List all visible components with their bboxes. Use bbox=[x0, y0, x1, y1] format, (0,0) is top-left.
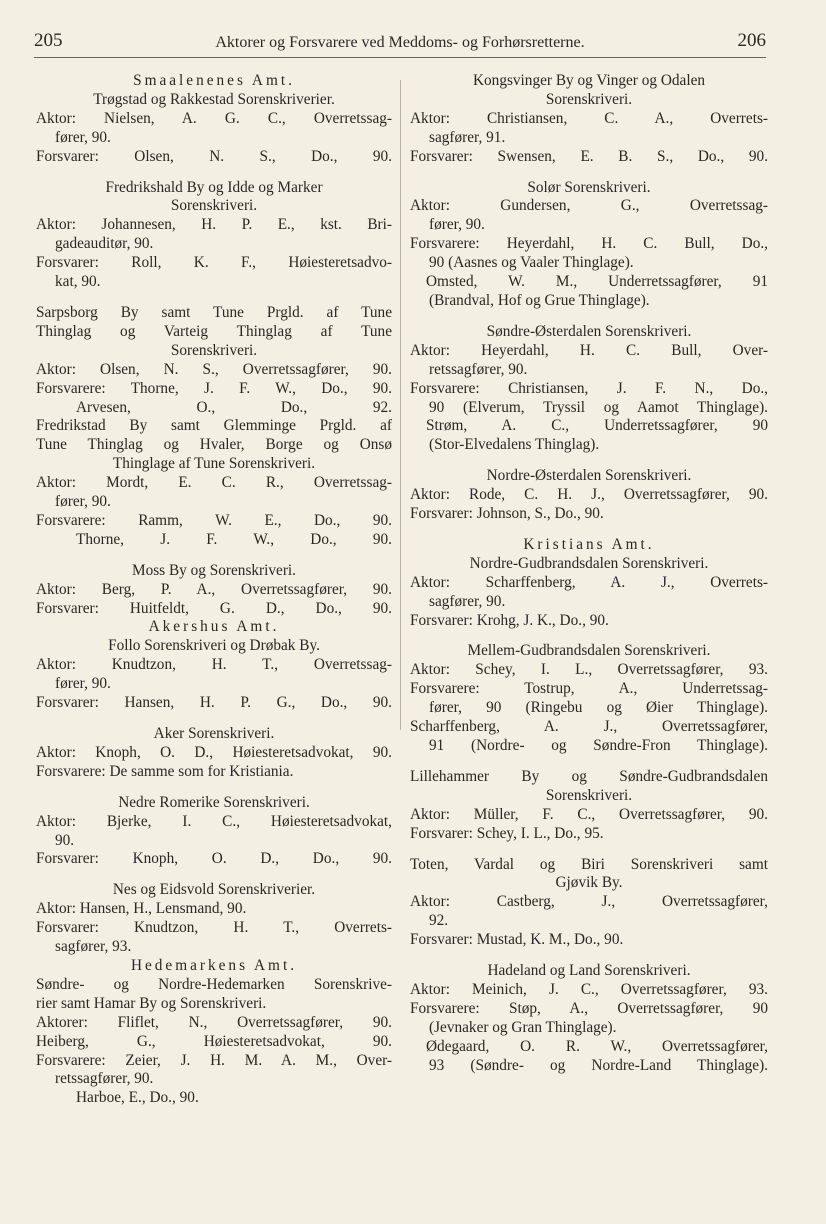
right-column bbox=[410, 72, 768, 1088]
page-header bbox=[34, 28, 766, 58]
entry-block bbox=[410, 467, 768, 524]
section-heading: fører, 90. bbox=[55, 675, 111, 693]
text-line: Forsvarer: Krohg, J. K., Do., 90. bbox=[410, 611, 609, 629]
text-line: Aktor: Rode, C. H. J., Overretssagfører, 90. bbox=[410, 486, 768, 504]
section-heading: sagfører, 93. bbox=[55, 938, 132, 956]
text-line: Thinglag og Varteig Thinglag af Tune bbox=[36, 322, 392, 340]
page-number-left: 205 bbox=[34, 30, 63, 51]
text-line: Aktor: Berg, P. A., Overretssagfører, 90. bbox=[36, 580, 392, 598]
text-line: Aktor: Bjerke, I. C., Høiesteretsadvokat, bbox=[36, 812, 392, 830]
text-line: Toten, Vardal og Biri Sorenskriveri samt bbox=[410, 855, 768, 873]
text-line: Thorne, J. F. W., Do., 90. bbox=[76, 530, 392, 548]
section-heading: Mellem-Gudbrandsdalen Sorenskriveri. bbox=[467, 642, 711, 660]
text-line: Lillehammer By og Søndre-Gudbrandsdalen bbox=[410, 767, 768, 785]
section-heading: Kongsvinger By og Vinger og Odalen bbox=[472, 72, 706, 89]
entry-block bbox=[36, 72, 392, 167]
text-line: Forsvarer: Knudtzon, H. T., Overrets- bbox=[36, 919, 392, 937]
text-line: Fredrikstad By samt Glemminge Prgld. af bbox=[36, 417, 392, 435]
text-line: Aktor: Gundersen, G., Overretssag- bbox=[410, 197, 768, 215]
text-line: Aktor: Olsen, N. S., Overretssagfører, 90. bbox=[36, 360, 392, 378]
text-line: Forsvarere: Heyerdahl, H. C. Bull, Do., bbox=[410, 235, 768, 253]
text-line: Forsvarer: Mustad, K. M., Do., 90. bbox=[410, 931, 624, 949]
section-heading: (Jevnaker og Gran Thinglage). bbox=[429, 1018, 617, 1036]
text-line: Aktorer: Fliflet, N., Overretssagfører, 90. bbox=[36, 1013, 392, 1031]
text-line: Sarpsborg By samt Tune Prgld. af Tune bbox=[36, 303, 392, 321]
section-heading: 90. bbox=[55, 831, 75, 849]
section-heading: Follo Sorenskriveri og Drøbak By. bbox=[108, 637, 320, 655]
section-heading: sagfører, 91. bbox=[429, 128, 506, 146]
text-line: Forsvarer: Schey, I. L., Do., 95. bbox=[410, 824, 604, 842]
entry-block bbox=[410, 642, 768, 755]
text-line: Forsvarere: Christiansen, J. F. N., Do., bbox=[410, 379, 768, 397]
text-line: Forsvarer: Roll, K. F., Høiesteretsadvo- bbox=[36, 254, 392, 272]
entry-block bbox=[36, 725, 392, 782]
text-line: Aktor: Meinich, J. C., Overretssagfører, 93. bbox=[410, 980, 768, 998]
page-number-right: 206 bbox=[737, 30, 766, 51]
section-heading: (Stor-Elvedalens Thinglag). bbox=[429, 436, 600, 454]
text-line: Heiberg, G., Høiesteretsadvokat, 90. bbox=[36, 1032, 392, 1050]
section-heading: retssagfører, 90. bbox=[55, 1070, 154, 1088]
entry-block bbox=[410, 768, 768, 844]
entry-block bbox=[410, 962, 768, 1075]
section-heading: 93 (Søndre- og Nordre-Land Thinglage). bbox=[429, 1056, 768, 1074]
text-line: Aktor: Knudtzon, H. T., Overretssag- bbox=[36, 656, 392, 674]
text-line: Aktor: Castberg, J., Overretssagfører, bbox=[410, 893, 768, 911]
text-line: Aktor: Mordt, E. C. R., Overretssag- bbox=[36, 474, 392, 492]
text-line: Aktor: Müller, F. C., Overretssagfører, 90. bbox=[410, 805, 768, 823]
section-heading: fører, 90 (Ringebu og Øier Thinglage). bbox=[429, 699, 768, 717]
text-line: Forsvarer: Johnson, S., Do., 90. bbox=[410, 505, 604, 523]
section-heading: Nordre-Østerdalen Sorenskriveri. bbox=[486, 467, 692, 485]
section-heading: Nedre Romerike Sorenskriveri. bbox=[118, 793, 310, 811]
text-line: Forsvarer: Huitfeldt, G. D., Do., 90. bbox=[36, 599, 392, 617]
text-line: Harboe, E., Do., 90. bbox=[76, 1089, 199, 1107]
text-line: Søndre- og Nordre-Hedemarken Sorenskrive- bbox=[36, 975, 392, 993]
section-heading: Nes og Eidsvold Sorenskriverier. bbox=[112, 881, 316, 899]
section-heading: Thinglage af Tune Sorenskriveri. bbox=[112, 455, 316, 473]
section-heading: Aker Sorenskriveri. bbox=[153, 725, 275, 742]
text-line: Tune Thinglag og Hvaler, Borge og Onsø bbox=[36, 436, 392, 454]
left-column bbox=[36, 72, 392, 1120]
text-line: Aktor: Knoph, O. D., Høiesteretsadvokat, 90. bbox=[36, 743, 392, 761]
text-line: Ødegaard, O. R. W., Overretssagfører, bbox=[426, 1037, 768, 1055]
text-line: Scharffenberg, A. J., Overretssagfører, bbox=[410, 718, 768, 736]
section-heading: Hedemarkens Amt. bbox=[130, 956, 298, 974]
text-line: Omsted, W. M., Underretssagfører, 91 bbox=[426, 273, 768, 291]
section-heading: Nordre-Gudbrandsdalen Sorenskriveri. bbox=[469, 554, 709, 572]
section-heading: Søndre-Østerdalen Sorenskriveri. bbox=[486, 322, 692, 340]
entry-block bbox=[36, 562, 392, 713]
text-line: Aktor: Nielsen, A. G. C., Overretssag- bbox=[36, 109, 392, 127]
section-heading: Kristians Amt. bbox=[523, 535, 655, 553]
text-line: Forsvarer: Hansen, H. P. G., Do., 90. bbox=[36, 694, 392, 712]
text-line: Forsvarere: Ramm, W. E., Do., 90. bbox=[36, 511, 392, 529]
section-heading: gadeauditør, 90. bbox=[55, 235, 154, 253]
section-heading: fører, 90. bbox=[55, 128, 111, 146]
section-heading: 92. bbox=[429, 912, 449, 930]
text-line: Forsvarere: Tostrup, A., Underretssag- bbox=[410, 680, 768, 698]
entry-block bbox=[36, 794, 392, 870]
entry-block bbox=[410, 323, 768, 455]
section-heading: 90 (Elverum, Tryssil og Aamot Thinglage). bbox=[429, 398, 768, 416]
text-line: Forsvarere: De samme som for Kristiania. bbox=[36, 762, 294, 780]
section-heading: Fredrikshald By og Idde og Marker bbox=[105, 178, 323, 196]
text-line: Forsvarere: Zeier, J. H. M. A. M., Over- bbox=[36, 1051, 392, 1069]
text-line: Arvesen, O., Do., 92. bbox=[76, 398, 392, 416]
section-heading: Hadeland og Land Sorenskriveri. bbox=[487, 962, 691, 980]
entry-block bbox=[36, 881, 392, 1108]
text-line: Forsvarere: Støp, A., Overretssagfører, 90 bbox=[410, 999, 768, 1017]
section-heading: (Brandval, Hof og Grue Thinglage). bbox=[429, 291, 650, 309]
text-line: Aktor: Hansen, H., Lensmand, 90. bbox=[36, 900, 247, 918]
text-line: Forsvarere: Thorne, J. F. W., Do., 90. bbox=[36, 379, 392, 397]
section-heading: sagfører, 90. bbox=[429, 592, 506, 610]
text-line: Forsvarer: Knoph, O. D., Do., 90. bbox=[36, 850, 392, 868]
section-heading: Sorenskriveri. bbox=[545, 90, 633, 108]
section-heading: 91 (Nordre- og Søndre-Fron Thinglage). bbox=[429, 737, 768, 754]
entry-block bbox=[410, 536, 768, 631]
section-heading: fører, 90. bbox=[429, 216, 485, 234]
section-heading: Sorenskriveri. bbox=[545, 786, 633, 804]
text-line: Forsvarer: Olsen, N. S., Do., 90. bbox=[36, 147, 392, 165]
section-heading: Sorenskriveri. bbox=[170, 197, 258, 215]
section-heading: Akershus Amt. bbox=[148, 618, 280, 636]
section-heading: Smaalenenes Amt. bbox=[133, 72, 295, 89]
section-heading: fører, 90. bbox=[55, 493, 111, 511]
section-heading: Trøgstad og Rakkestad Sorenskriverier. bbox=[93, 90, 335, 108]
text-line: Aktor: Christiansen, C. A., Overrets- bbox=[410, 109, 768, 127]
section-heading: Gjøvik By. bbox=[555, 874, 623, 892]
text-line: Strøm, A. C., Underretssagfører, 90 bbox=[426, 417, 768, 435]
entry-block bbox=[410, 72, 768, 167]
entry-block bbox=[36, 179, 392, 292]
section-heading: 90 (Aasnes og Vaaler Thinglage). bbox=[429, 254, 634, 272]
text-line: Aktor: Heyerdahl, H. C. Bull, Over- bbox=[410, 341, 768, 359]
text-line: Aktor: Johannesen, H. P. E., kst. Bri- bbox=[36, 216, 392, 234]
running-title: Aktorer og Forsvarere ved Meddoms- og Forhørsretterne. bbox=[215, 34, 585, 51]
text-line: rier samt Hamar By og Sorenskriveri. bbox=[36, 994, 267, 1012]
column-divider bbox=[400, 80, 401, 730]
entry-block bbox=[410, 179, 768, 311]
entry-block bbox=[410, 856, 768, 951]
section-heading: retssagfører, 90. bbox=[429, 360, 528, 378]
text-line: Aktor: Scharffenberg, A. J., Overrets- bbox=[410, 573, 768, 591]
text-line: Aktor: Schey, I. L., Overretssagfører, 93. bbox=[410, 661, 768, 679]
section-heading: Moss By og Sorenskriveri. bbox=[131, 561, 297, 579]
section-heading: kat, 90. bbox=[55, 273, 101, 291]
text-line: Forsvarer: Swensen, E. B. S., Do., 90. bbox=[410, 147, 768, 165]
section-heading: Sorenskriveri. bbox=[170, 341, 258, 359]
section-heading: Solør Sorenskriveri. bbox=[527, 178, 651, 196]
entry-block bbox=[36, 304, 392, 550]
